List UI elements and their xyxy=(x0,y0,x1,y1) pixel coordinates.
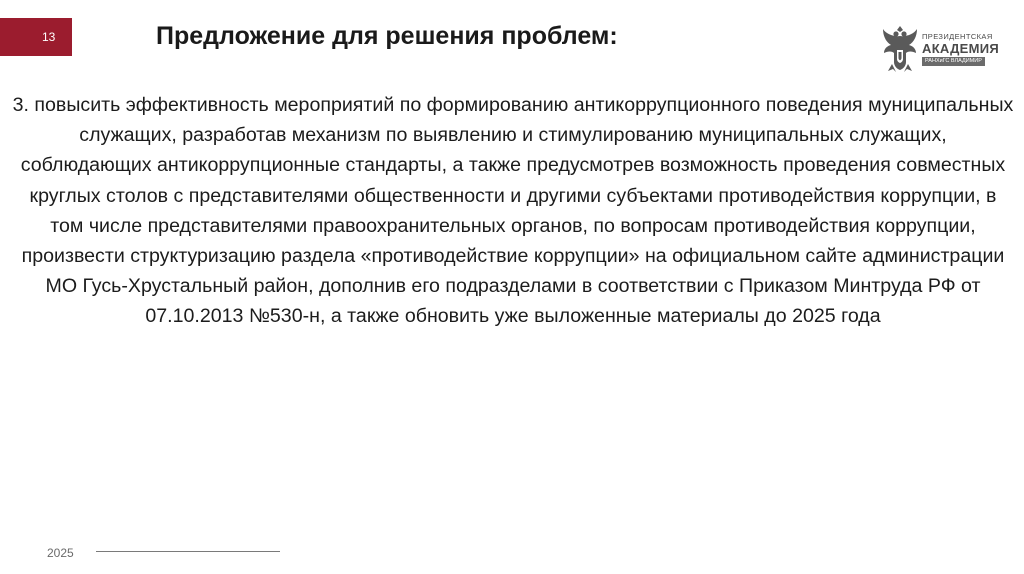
logo-line-president: ПРЕЗИДЕНТСКАЯ xyxy=(922,32,993,41)
logo-line-branch: РАНХиГС ВЛАДИМИР xyxy=(922,57,985,66)
page-number: 13 xyxy=(42,30,56,44)
academy-logo xyxy=(880,22,1000,80)
slide-title: Предложение для решения проблем: xyxy=(156,22,618,50)
logo-line-academy: АКАДЕМИЯ xyxy=(922,41,1000,56)
footer-divider xyxy=(96,551,280,552)
page-number-badge xyxy=(0,18,72,56)
proposal-text: 3. повысить эффективность мероприятий по формированию антикоррупционного поведения муниципальных служащих, разработав механизм по выявлению и стимулированию муниципальных служащих, соблюдающих антикоррупционные стандарты, а также предусмотрев возможность проведения совместных круглых столов с представителями общественности и другими субъектами противодействия коррупции, в том числе представителями правоохранительных органов, по вопросам противодействия коррупции, произвести структуризацию раздела «противодействие коррупции» на официальном сайте администрации МО Гусь-Хрустальный район, дополнив его подразделами в соответствии с Приказом Минтруда РФ от 07.10.2013 №530-н, а также обновить уже выложенные материалы до 2025 года xyxy=(12,94,1014,328)
footer-year: 2025 xyxy=(47,546,74,560)
eagle-emblem-icon xyxy=(880,22,920,74)
